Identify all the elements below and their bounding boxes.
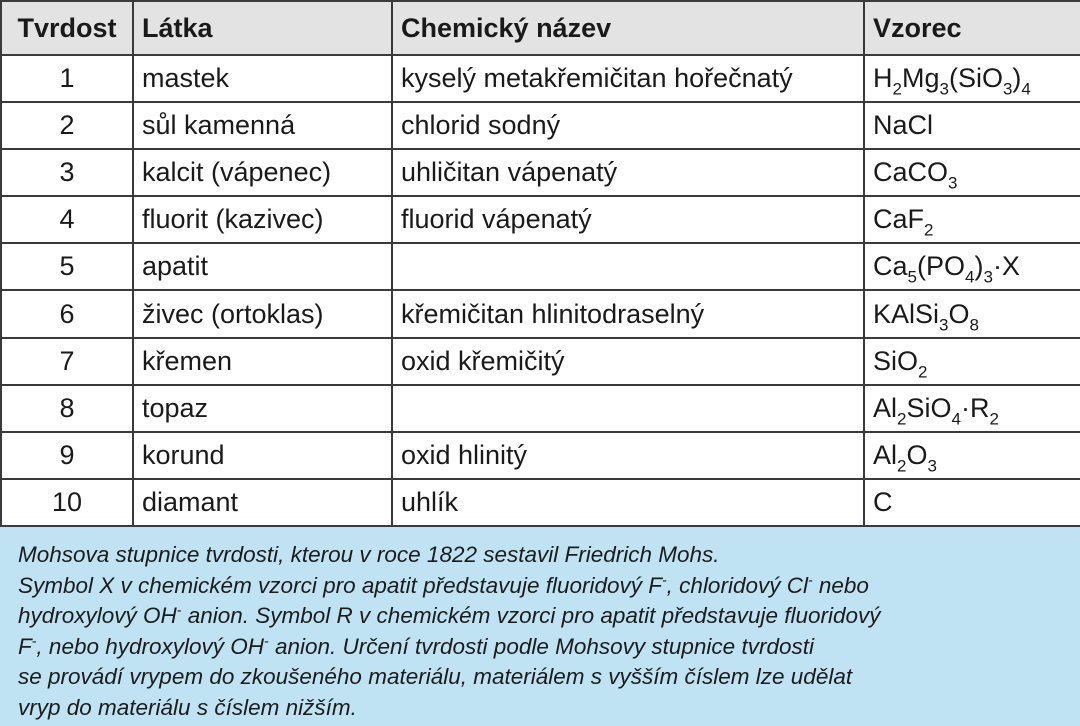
formula-cell [864,338,1080,385]
caption-text: vryp do materiálu s číslem nižším. [18,694,357,720]
formula-text: C [873,486,893,517]
formula-subscript: 3 [948,173,958,193]
caption-line [18,693,1070,724]
hardness-cell: 9 [1,432,133,479]
formula-subscript: 3 [939,315,949,335]
chemical-name-cell: fluorid vápenatý [392,196,864,243]
table-body [1,55,1080,526]
ion-charge: - [264,632,269,648]
formula-cell [864,290,1080,337]
caption-line [18,632,1070,663]
formula-subscript: 2 [918,362,928,382]
header-formula: Vzorec [864,1,1080,55]
formula-cell [864,149,1080,196]
chemical-name-cell [392,385,864,432]
formula-subscript: 4 [951,409,961,429]
table-row [1,102,1080,149]
substance-cell: křemen [133,338,392,385]
table-row [1,338,1080,385]
caption-text: Symbol X v chemickém vzorci pro apatit představuje fluoridový F [18,572,662,598]
hardness-cell: 10 [1,479,133,526]
substance-cell: živec (ortoklas) [133,290,392,337]
hardness-cell: 2 [1,102,133,149]
table-row [1,196,1080,243]
caption-text: , chloridový Cl [666,572,808,598]
ion-charge: - [31,632,37,648]
formula-text: O [906,439,928,470]
substance-cell: topaz [133,385,392,432]
hardness-cell: 1 [1,55,133,102]
substance-cell: kalcit (vápenec) [133,149,392,196]
formula-text: ·X [992,251,1020,282]
header-substance: Látka [133,1,392,55]
table-header [1,1,1080,55]
formula-subscript: 2 [989,409,999,429]
substance-cell: sůl kamenná [133,102,392,149]
substance-cell: mastek [133,55,392,102]
ion-charge: - [807,571,813,587]
formula-cell [864,55,1080,102]
chemical-name-cell: chlorid sodný [392,102,864,149]
formula-cell [864,432,1080,479]
ion-charge: - [176,601,182,618]
table-caption [0,527,1080,726]
formula-subscript: 3 [927,456,937,476]
substance-cell: diamant [133,479,392,526]
table-row [1,385,1080,432]
chemical-name-cell [392,243,864,290]
hardness-cell: 3 [1,149,133,196]
table-row [1,243,1080,290]
formula-text: (SiO [948,63,1003,94]
hardness-cell: 4 [1,196,133,243]
chemical-name-cell: kyselý metakřemičitan hořečnatý [392,55,864,102]
formula-text: O [948,298,970,329]
formula-subscript: 3 [939,79,949,99]
caption-text: nebo [812,572,869,598]
caption-text: anion. Určení tvrdosti podle Mohsovy stupnice tvrdosti [268,633,814,659]
hardness-cell: 5 [1,243,133,290]
table-row [1,479,1080,526]
formula-text: KAlSi [873,298,940,329]
hardness-cell: 7 [1,338,133,385]
chemical-name-cell: oxid křemičitý [392,338,864,385]
formula-text: SiO [906,392,952,423]
hardness-cell: 6 [1,290,133,337]
chemical-name-cell: uhlík [392,479,864,526]
caption-line [18,540,1070,571]
formula-cell [864,385,1080,432]
formula-cell [864,243,1080,290]
formula-text: ) [974,251,984,282]
formula-text: (PO [916,251,965,282]
header-row [1,1,1080,55]
formula-text: ) [1012,63,1022,94]
table-row [1,55,1080,102]
table-row [1,290,1080,337]
formula-text: CaCO [873,157,949,188]
substance-cell: korund [133,432,392,479]
ion-charge: - [662,571,667,587]
table-row [1,149,1080,196]
formula-text: CaF [873,204,925,235]
formula-text: Al [873,439,898,470]
substance-cell: apatit [133,243,392,290]
table-row [1,432,1080,479]
formula-text: Al [873,392,898,423]
caption-text: se provádí vrypem do zkoušeného materiálu, materiálem s vyšším číslem lze udělat [18,664,853,689]
formula-subscript: 3 [1002,79,1013,99]
caption-line [18,571,1070,602]
formula-subscript: 2 [897,456,907,476]
substance-cell: fluorit (kazivec) [133,196,392,243]
formula-subscript: 2 [924,220,934,240]
formula-text: NaCl [873,110,934,141]
formula-subscript: 4 [1021,79,1031,99]
formula-subscript: 3 [983,268,993,288]
caption-line [18,601,1070,632]
formula-text: H [873,63,893,94]
chemical-name-cell: křemičitan hlinitodraselný [392,290,864,337]
header-hardness: Tvrdost [1,1,133,55]
formula-cell [864,479,1080,526]
chemical-name-cell: uhličitan vápenatý [392,149,864,196]
formula-subscript: 4 [965,268,975,288]
hardness-cell: 8 [1,385,133,432]
formula-text: ·R [960,392,990,423]
caption-text: Mohsova stupnice tvrdosti, kterou v roce 1822 sestavil Friedrich Mohs. [18,542,720,567]
formula-text: Mg [901,63,940,94]
formula-subscript: 2 [897,409,907,429]
header-chemical-name: Chemický název [392,1,864,55]
formula-text: SiO [873,345,919,376]
caption-text: anion. Symbol R v chemickém vzorci pro apatit představuje fluoridový [181,603,881,628]
caption-line [18,662,1070,693]
formula-subscript: 8 [969,315,979,335]
formula-cell [864,102,1080,149]
formula-text: Ca [873,251,908,282]
formula-subscript: 2 [892,79,902,99]
formula-subscript: 5 [907,268,917,288]
formula-cell [864,196,1080,243]
caption-text: , nebo hydroxylový OH [36,633,265,659]
caption-text: hydroxylový OH [18,603,177,628]
caption-text: F [18,633,32,659]
chemical-name-cell: oxid hlinitý [392,432,864,479]
